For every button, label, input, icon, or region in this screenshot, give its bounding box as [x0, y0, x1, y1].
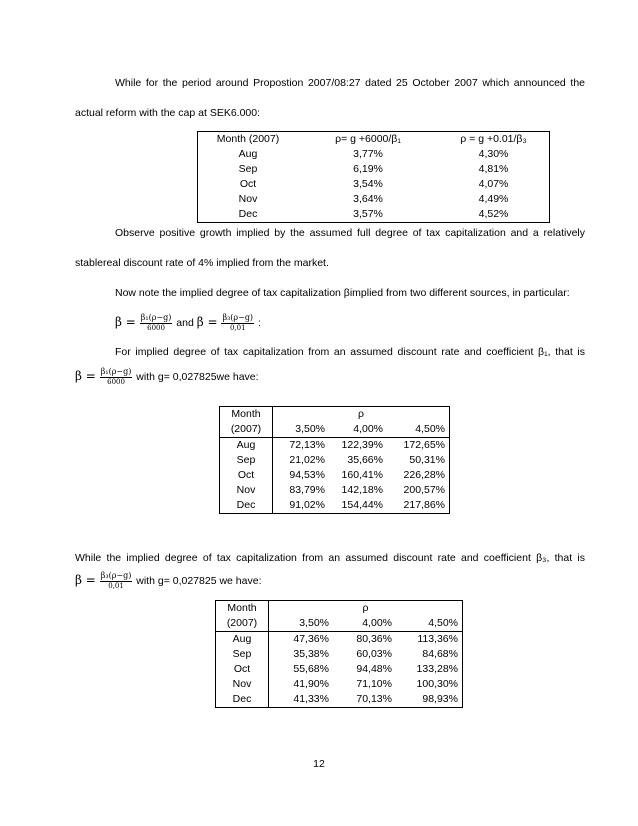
implied-discount-rate-table	[197, 131, 550, 223]
table-row	[220, 438, 450, 454]
table-row	[220, 498, 450, 514]
header-rate: 3,50%	[269, 616, 334, 632]
value-cell: 160,41%	[341, 469, 383, 481]
beta-lhs: β =	[115, 315, 136, 329]
header-rate: 4,00%	[329, 422, 387, 438]
fraction-numerator: β₃(ρ−g)	[100, 571, 132, 581]
header-year: (2007)	[220, 422, 273, 438]
fraction-denominator: 0,01	[229, 324, 246, 333]
formula-definitions	[115, 311, 261, 334]
observe-line-1: Observe positive growth implied by the assumed full degree of tax capitalization and a relatively	[115, 227, 585, 239]
value-cell: 50,31%	[409, 454, 445, 466]
header-rate: 4,50%	[387, 422, 450, 438]
value-cell: 4,81%	[478, 163, 509, 175]
value-cell: 217,86%	[403, 499, 445, 511]
header-rho: ρ	[358, 408, 364, 420]
month-cell: Sep	[238, 163, 258, 175]
value-cell: 60,03%	[356, 648, 392, 660]
header-rate: 4,00%	[333, 616, 396, 632]
table-header-row	[220, 422, 450, 438]
beta-lhs: β =	[75, 369, 96, 383]
value-cell: 154,44%	[341, 499, 383, 511]
colon-text: :	[257, 317, 261, 329]
table-row	[216, 647, 463, 662]
intro-line-1: While for the period around Propostion 2007/08:27 dated 25 October 2007 which announced the	[115, 77, 585, 89]
header-rate: 3,50%	[273, 422, 330, 438]
fraction-denominator: 6000	[107, 378, 125, 387]
month-cell: Aug	[216, 632, 269, 648]
month-cell: Dec	[220, 498, 273, 514]
value-cell: 41,33%	[293, 693, 329, 705]
value-cell: 4,30%	[478, 148, 509, 160]
header-month: Month (2007)	[216, 133, 280, 145]
value-cell: 21,02%	[289, 454, 325, 466]
month-cell: Oct	[239, 178, 257, 190]
fraction-beta3	[221, 314, 254, 332]
value-cell: 3,57%	[353, 208, 383, 220]
value-cell: 80,36%	[356, 633, 392, 645]
para3-line-1: While the implied degree of tax capitalization from an assumed discount rate and coefficient β₃, that is	[75, 552, 585, 564]
para2-formula	[75, 365, 259, 388]
fraction-beta1	[100, 368, 133, 386]
note-line: Now note the implied degree of tax capitalization βimplied from two different sources, in particular:	[115, 287, 570, 299]
value-cell: 4,52%	[478, 208, 509, 220]
value-cell: 4,49%	[478, 193, 509, 205]
formula-tail: with g= 0,027825 we have:	[136, 575, 262, 587]
value-cell: 91,02%	[289, 499, 325, 511]
table-header-row	[216, 616, 463, 632]
month-cell: Nov	[216, 677, 269, 692]
header-rho: ρ	[362, 602, 369, 614]
value-cell: 100,30%	[416, 678, 458, 690]
tax-capitalization-beta3-table	[215, 600, 463, 708]
page-number: 12	[313, 758, 325, 770]
table-row	[216, 677, 463, 692]
table-row	[198, 192, 550, 207]
value-cell: 226,28%	[403, 469, 445, 481]
value-cell: 71,10%	[356, 678, 392, 690]
value-cell: 3,64%	[353, 193, 383, 205]
value-cell: 200,57%	[403, 484, 445, 496]
and-text: and	[176, 317, 194, 329]
month-cell: Aug	[220, 438, 273, 454]
header-rho-beta1: ρ= g +6000/β₁	[335, 133, 401, 145]
table-row	[216, 662, 463, 677]
value-cell: 47,36%	[293, 633, 329, 645]
value-cell: 83,79%	[289, 484, 325, 496]
value-cell: 35,38%	[293, 648, 329, 660]
table-row	[216, 692, 463, 708]
value-cell: 172,65%	[403, 439, 445, 451]
table-row	[198, 162, 550, 177]
header-rate: 4,50%	[396, 616, 463, 632]
header-rho-beta3: ρ = g +0.01/β₃	[460, 133, 527, 145]
fraction-beta3	[100, 572, 133, 590]
value-cell: 122,39%	[341, 439, 383, 451]
fraction-denominator: 0,01	[108, 582, 124, 591]
month-cell: Nov	[238, 193, 258, 205]
table-row	[198, 147, 550, 162]
value-cell: 84,68%	[422, 648, 458, 660]
para2-line-1: For implied degree of tax capitalization from an assumed discount rate and coefficient β₁, that is	[115, 346, 585, 358]
tax-capitalization-beta1-table	[219, 406, 450, 514]
month-cell: Oct	[220, 468, 273, 483]
table-row	[220, 453, 450, 468]
formula-tail: with g= 0,027825we have:	[136, 371, 259, 383]
table-header-row	[216, 601, 463, 617]
table-header-row	[220, 407, 450, 423]
value-cell: 142,18%	[341, 484, 383, 496]
fraction-numerator: β₁(ρ−g)	[100, 367, 132, 377]
header-month: Month	[216, 601, 269, 617]
value-cell: 6,19%	[353, 163, 383, 175]
month-cell: Dec	[238, 208, 258, 220]
table-row	[216, 632, 463, 648]
beta-lhs: β =	[75, 573, 96, 587]
value-cell: 98,93%	[422, 693, 458, 705]
header-year: (2007)	[216, 616, 269, 632]
header-month: Month	[220, 407, 273, 423]
fraction-numerator: β₃(ρ−g)	[222, 313, 254, 323]
value-cell: 94,53%	[289, 469, 325, 481]
table-row	[198, 177, 550, 192]
month-cell: Sep	[220, 453, 273, 468]
table-header-row	[198, 132, 550, 148]
month-cell: Aug	[238, 148, 258, 160]
value-cell: 3,54%	[353, 178, 383, 190]
month-cell: Oct	[216, 662, 269, 677]
para3-formula	[75, 569, 261, 592]
value-cell: 94,48%	[356, 663, 392, 675]
month-cell: Sep	[216, 647, 269, 662]
fraction-denominator: 6000	[147, 324, 165, 333]
beta-lhs: β =	[196, 315, 218, 329]
intro-line-2: actual reform with the cap at SEK6.000:	[75, 107, 261, 119]
value-cell: 41,90%	[293, 678, 329, 690]
table-row	[220, 483, 450, 498]
value-cell: 3,77%	[353, 148, 383, 160]
table-row	[198, 207, 550, 223]
value-cell: 35,66%	[347, 454, 383, 466]
value-cell: 72,13%	[289, 439, 325, 451]
value-cell: 133,28%	[416, 663, 458, 675]
fraction-numerator: β₁(ρ−g)	[140, 313, 172, 323]
observe-line-2: stablereal discount rate of 4% implied from the market.	[75, 257, 329, 269]
value-cell: 55,68%	[293, 663, 329, 675]
month-cell: Nov	[220, 483, 273, 498]
value-cell: 70,13%	[356, 693, 392, 705]
value-cell: 113,36%	[417, 633, 458, 645]
value-cell: 4,07%	[478, 178, 509, 190]
fraction-beta1	[140, 314, 173, 332]
month-cell: Dec	[216, 692, 269, 708]
table-row	[220, 468, 450, 483]
